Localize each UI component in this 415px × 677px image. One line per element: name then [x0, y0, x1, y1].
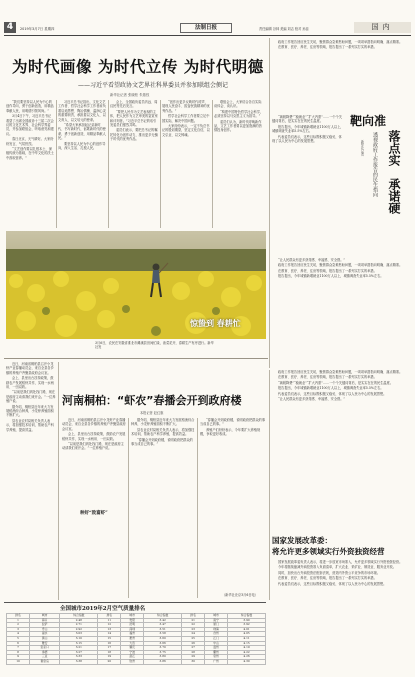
table-cell: 2 [7, 623, 30, 628]
table-header-cell: 排名 [182, 614, 205, 619]
table-cell: 昆明 [121, 623, 144, 628]
table-cell: 11 [98, 618, 121, 623]
table-cell: 南宁 [205, 618, 228, 623]
masthead: 法制日报 [180, 23, 232, 33]
table-cell: 17 [98, 646, 121, 651]
table-cell: 泉州 [205, 655, 228, 660]
page-number: 4 [4, 22, 16, 33]
main-article-col-5: 联组会上，大家结合各自实际谈体会、谈认识。 “构建中国特色哲学社会科学，必须坚持以马克思主义为指导。” 委员们认为，新时代呼唤新作品，文艺工作者要以更加饱满的热情投身创作。 [214, 100, 264, 133]
table-cell: 2.48 [60, 618, 98, 623]
table-cell: 12 [98, 623, 121, 628]
table-cell: 18 [98, 650, 121, 655]
table-cell: 3.60 [144, 636, 182, 641]
table-cell: 3.51 [144, 627, 182, 632]
table-cell: 22 [182, 623, 205, 628]
page-header [4, 22, 411, 34]
table-cell: 3.33 [60, 655, 98, 660]
table-cell: 20 [98, 659, 121, 664]
table-cell: 4.01 [228, 627, 266, 632]
table-cell: 承德 [29, 650, 59, 655]
table-cell: 珠海 [205, 627, 228, 632]
table-cell: 海口 [29, 618, 59, 623]
table-cell: 台州 [205, 632, 228, 637]
policy-headline-a: 国家发展改革委： [272, 536, 332, 545]
side-article-title: 靶向准 [350, 114, 387, 128]
section-label: 国内 [354, 22, 411, 33]
table-cell: 广州 [205, 659, 228, 664]
main-subheadline: ——习近平看望政协文艺界社科界委员并参加联组会侧记 [78, 82, 229, 89]
table-cell: 13 [98, 627, 121, 632]
air-quality-table [6, 613, 266, 673]
table-header-cell: 城市 [121, 614, 144, 619]
table-cell: 23 [182, 627, 205, 632]
table-cell: 温州 [205, 646, 228, 651]
policy-headline-b: 将允许更多领域实行外资独资经营 [272, 547, 385, 556]
side-article-col-2: “让人民群众有更多获得感、幸福感、安全感。” 政府工作报告回应民生关切，聚焦群众急难愁盼问题，一项项举措指向明确、落点精准。 在教育、医疗、养老、住房等领域，报告提出了一系列实打实的举措。 报告提出，今年城镇新增就业1100万人以上，城镇调查失业率5.5%左右。 [278, 258, 403, 279]
table-cell: 宁波 [121, 650, 144, 655]
table-cell: 贵阳 [121, 618, 144, 623]
table-cell: 秦皇岛 [29, 659, 59, 664]
table-cell: 7 [7, 646, 30, 651]
table-header-cell: 排名 [7, 614, 30, 619]
table-cell: 3.21 [60, 646, 98, 651]
table-cell: 衢州 [205, 650, 228, 655]
table-cell: 深圳 [121, 627, 144, 632]
table-cell: 4.15 [228, 641, 266, 646]
table-cell: 3.58 [144, 632, 182, 637]
side-article-deck: 透视政府工作报告的民生指向 [372, 132, 378, 197]
table-cell: 3.42 [144, 618, 182, 623]
table-cell: 4.19 [228, 646, 266, 651]
main-article-col-1: “我们要坚持以人民为中心的创作导向，勇于创新创造，用精品奉献人民，用明德引领风尚。” 3月4日下午，习近平总书记看望了出席全国政协十三届二次会议的文化艺术界、社会科学界委员，并参加联组会，听取意见和建议。 春日北京，天气晴好。大家纷纷发言，气氛热烈。 “文艺创作要以扎根本土、深植传统为基础，在中华文化的沃土中汲取营养。” [6, 100, 54, 160]
table-cell: 6 [7, 641, 30, 646]
table-cell: 3.38 [60, 659, 98, 664]
table-cell: 21 [182, 618, 205, 623]
table-cell: 19 [98, 655, 121, 660]
editor-line: 责任编辑 谷林 美编 刘志 校对 孙蕊 [259, 27, 309, 31]
table-cell: 4.22 [228, 650, 266, 655]
main-article-col-4: “创作出更多反映时代呼声、展现人民奋斗、振奋民族精神的优秀作品。” 哲学社会科学工作者要立足中国实际，解决中国问题。 大家纷纷表示，一定不负总书记的殷切期望，坚定文化自信，以文弘业、以文铸魂。 [162, 100, 210, 137]
side-article-title-vertical-b: 承诺硬 [387, 178, 401, 214]
table-row [7, 659, 266, 664]
river-article-byline: 本报记者 赵红旗 [140, 411, 164, 415]
table-cell: 28 [182, 650, 205, 655]
side-article-byline: 新华社记者 [360, 140, 364, 156]
table-header-cell: 排名 [98, 614, 121, 619]
table-header-cell: 综合指数 [228, 614, 266, 619]
table-cell: 3.80 [144, 655, 182, 660]
table-cell: 27 [182, 646, 205, 651]
main-byline: 新华社记者 张晓松 朱基钗 [110, 93, 150, 97]
river-article-col-2: 据介绍，桐柏县近年来大力发展稻渔综合种养，小龙虾养殖面积不断扩大。 县农业农村局相关负责人表示，将加强技术培训，帮助农户科学养殖，提高效益。 “春播会开到政府楼，说明政府把群众的事当成自己的事。” [131, 418, 195, 447]
table-cell: 2.92 [60, 627, 98, 632]
table-cell: 4.05 [228, 632, 266, 637]
table-cell: 3.70 [144, 646, 182, 651]
table-cell: 肇庆 [121, 646, 144, 651]
main-article-col-3: 会上，全国政协委员冯远、周汉民等先后发言。 “要把人民作为文艺表现的主体，把人民作为文艺审美的鉴赏家和评判者。”习近平总书记的话引发委员们强烈共鸣。 委员们表示，要把总书记的嘱托转化为创作动力，推出更多无愧于时代的优秀作品。 [110, 100, 158, 142]
lower-left-col: 近日，河南省桐柏县召开小龙虾产业春播动员会，来自全县各乡镇的养殖户齐聚县政府会议室。 会上，县里出台扶持政策，鼓励农户发展稻虾共作，实现一水两用、一田双收。 “以前是我们到处找门路，现在是政府主动请我们来开会。”一位养殖户说。 据介绍，桐柏县近年来大力发展稻渔综合种养，小龙虾养殖面积不断扩大。 县农业农村局相关负责人表示，将加强技术培训，帮助农户科学养殖，提高效益。 [6, 362, 56, 432]
table-cell: 江门 [205, 636, 228, 641]
photo-caption-text: 3月6日，农民在安徽省淮北市濉溪县田间忙碌，油菜花开，春耕生产有序进行。新华社发 [95, 341, 214, 350]
table-cell: 3.27 [60, 650, 98, 655]
date-line: 2019年3月7日 星期四 [20, 27, 55, 31]
table-cell: 拉萨 [29, 623, 59, 628]
table-cell: 10 [7, 659, 30, 664]
table-cell: 3.86 [144, 659, 182, 664]
table-cell: 大连 [121, 641, 144, 646]
table-cell: 30 [182, 659, 205, 664]
table-cell: 5 [7, 636, 30, 641]
main-article-col-2: 习近平总书记指出，文化文艺工作者、哲学社会科学工作者肩负着启迪思想、陶冶情操、温润心灵的重要职责，承担着以文化人、以文育人、以文培元的使命。 “希望大家承担起记录新时代、书写新时代、讴歌新时代的使命，勇于创新创造，用精品奉献人民。” 要坚持以人民为中心的创作导向，深入生活、扎根人民。 [58, 100, 106, 151]
table-cell: 3.03 [60, 632, 98, 637]
table-cell: 丽水 [29, 632, 59, 637]
table-cell: 惠州 [121, 636, 144, 641]
table-cell: 2.71 [60, 623, 98, 628]
air-quality-title: 全国城市2019年2月空气质量排名 [60, 606, 146, 612]
river-article-footer: （新华社北京3月6日电） [222, 593, 258, 597]
table-cell: 张家口 [29, 646, 59, 651]
table-cell: 3.90 [228, 618, 266, 623]
table-header-cell: 综合指数 [144, 614, 182, 619]
table-cell: 4.26 [228, 655, 266, 660]
table-cell: 14 [98, 632, 121, 637]
table-cell: 15 [98, 636, 121, 641]
river-article-col-1: 近日，河南省桐柏县召开小龙虾产业春播动员会，来自全县各乡镇的养殖户齐聚县政府会议室。 会上，县里出台扶持政策，鼓励农户发展稻虾共作，实现一水两用、一田双收。 “以前是我们到处找门路，现在是政府主动请我们来开会。”一位养殖户说。 [62, 418, 126, 451]
table-cell: 三亚 [29, 655, 59, 660]
river-article-col-3: “春播会开到政府楼，说明政府把群众的事当成自己的事。” 养殖户们纷纷表示，今年要扩大养殖规模，争取更好收成。 [200, 418, 266, 437]
table-cell: 8 [7, 650, 30, 655]
table-cell: 25 [182, 636, 205, 641]
right-brief-1: 政府工作报告回应民生关切，聚焦群众急难愁盼问题，一项项举措指向明确、落点精准。 在教育、医疗、养老、住房等领域，报告提出了一系列实打实的举措。 [278, 40, 403, 50]
table-cell: 3.47 [144, 623, 182, 628]
table-cell: 雅安 [29, 641, 59, 646]
side-article-title-vertical-a: 落点实 [387, 130, 401, 166]
table-cell: 3.15 [60, 641, 98, 646]
table-cell: 4 [7, 632, 30, 637]
table-cell: 29 [182, 655, 205, 660]
table-cell: 4.30 [228, 659, 266, 664]
table-header-cell: 城市 [29, 614, 59, 619]
table-header-cell: 综合指数 [60, 614, 98, 619]
river-article-headline: 河南桐柏：“虾农”春播会开到政府楼 [62, 394, 242, 407]
table-cell: 9 [7, 655, 30, 660]
table-cell: 4.11 [228, 636, 266, 641]
table-cell: 1 [7, 618, 30, 623]
table-cell: 钦州 [121, 659, 144, 664]
table-cell: 16 [98, 641, 121, 646]
table-cell: 3.75 [144, 650, 182, 655]
table-cell: 3.92 [228, 623, 266, 628]
table-cell: 3.10 [60, 636, 98, 641]
table-cell: 3.66 [144, 641, 182, 646]
photo-caption-main: 惊蛰到 春耕忙 [190, 318, 241, 328]
side-article-col-1: “减税降费”“稳就业”“扩大内需”……一个个关键词背后，是实实在在的民生温度。 报告提出，今年城镇新增就业1100万人以上，城镇调查失业率5.5%左右。 代表委员们表示，这些目标既积极又稳妥，体现了以人民为中心的发展思想。 [272, 115, 344, 144]
table-cell: 黄山 [29, 636, 59, 641]
table-cell: 中山 [205, 641, 228, 646]
river-article-subhead: 种好“致富虾” [80, 511, 108, 516]
table-cell: 26 [182, 641, 205, 646]
table-cell: 湛江 [121, 655, 144, 660]
table-cell: 福州 [121, 632, 144, 637]
table-cell: 24 [182, 632, 205, 637]
table-cell: 厦门 [205, 623, 228, 628]
right-lower-col: 政府工作报告回应民生关切，聚焦群众急难愁盼问题，一项项举措指向明确、落点精准。 在教育、医疗、养老、住房等领域，报告提出了一系列实打实的举措。 “减税降费”“稳就业”“扩大内需”……一个个关键词背后，是实实在在的民生温度。 报告提出，今年城镇新增就业1100万人以上，城镇调查失业率5.5%左右。 代表委员们表示，这些目标既积极又稳妥，体现了以人民为中心的发展思想。 “让人民群众有更多获得感、幸福感、安全感。” [278, 370, 403, 402]
table-header-cell: 城市 [205, 614, 228, 619]
table-cell: 3 [7, 627, 30, 632]
table-cell: 舟山 [29, 627, 59, 632]
main-headline: 为时代画像 为时代立传 为时代明德 [12, 58, 264, 76]
policy-article-body: 国家发展改革委负责人表示，将进一步放宽市场准入，允许更多领域实行外资独资经营。 今年将继续缩减外商投资准入负面清单，扩大农业、采矿业、制造业、服务业开放。 同时，加快出台外商投资法配套法规，营造内外资公平竞争的市场环境。 在教育、医疗、养老、住房等领域，报告提出了一系列实打实的举措。 代表委员们表示，这些目标既积极又稳妥，体现了以人民为中心的发展思想。 [278, 560, 403, 586]
